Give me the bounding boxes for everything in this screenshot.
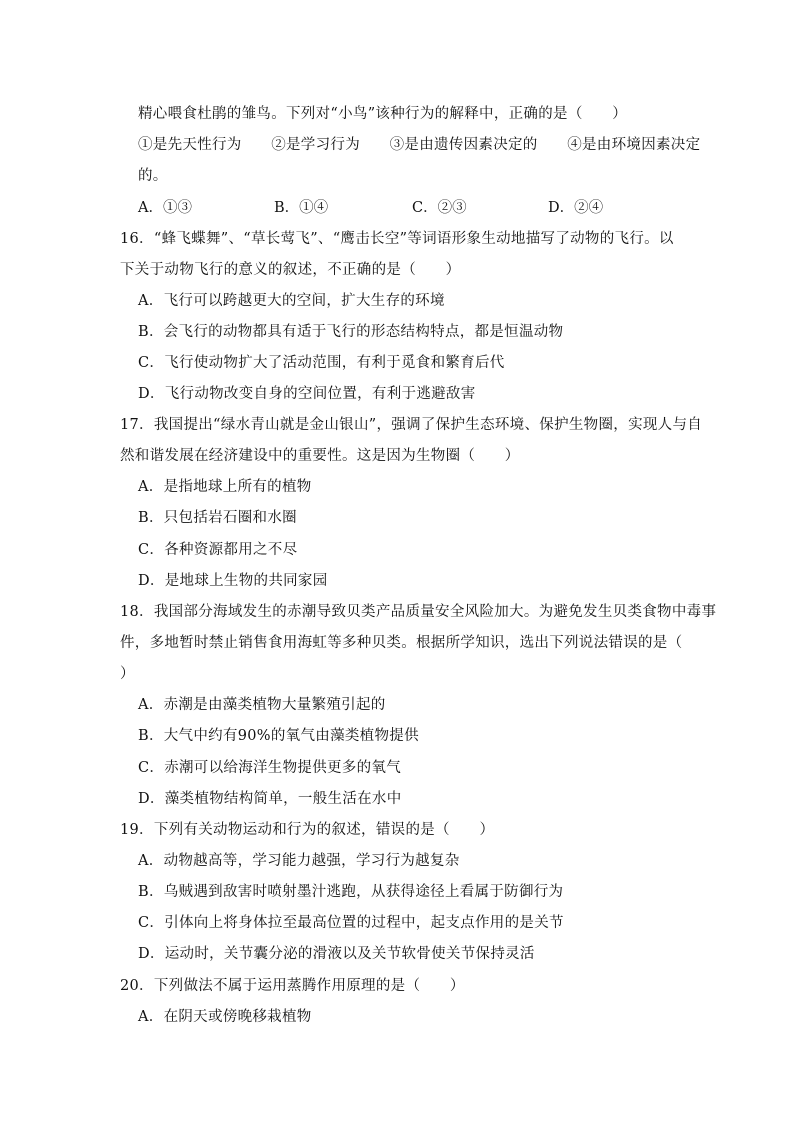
q19-stem-line-1: 19．下列有关动物运动和行为的叙述，错误的是（ ） xyxy=(120,822,495,838)
q20-option-a: A．在阴天或傍晚移栽植物 xyxy=(138,1009,312,1025)
q17-option-d: D．是地球上生物的共同家园 xyxy=(138,573,328,589)
q17-option-c: C．各种资源都用之不尽 xyxy=(138,542,298,558)
q18-stem-line-2: 件，多地暂时禁止销售食用海虹等多种贝类。根据所学知识，选出下列说法错误的是（ xyxy=(120,635,683,651)
q15-option-b: B．①④ xyxy=(274,200,329,216)
q19-option-d: D．运动时，关节囊分泌的滑液以及关节软骨使关节保持灵活 xyxy=(138,946,535,962)
q15-statements-line-1: ①是先天性行为 ②是学习行为 ③是由遗传因素决定的 ④是由环境因素决定 xyxy=(138,137,701,153)
q17-option-a: A．是指地球上所有的植物 xyxy=(138,479,312,495)
q15-statements-line-2: 的。 xyxy=(138,168,168,184)
q16-option-b: B．会飞行的动物都具有适于飞行的形态结构特点，都是恒温动物 xyxy=(138,324,564,340)
q16-option-c: C．飞行使动物扩大了活动范围，有利于觅食和繁育后代 xyxy=(138,355,505,371)
q18-option-c: C．赤潮可以给海洋生物提供更多的氧气 xyxy=(138,760,401,776)
q18-option-b: B．大气中约有90%的氧气由藻类植物提供 xyxy=(138,728,419,744)
q15-option-a: A．①③ xyxy=(138,200,192,216)
q19-option-c: C．引体向上将身体拉至最高位置的过程中，起支点作用的是关节 xyxy=(138,915,564,931)
q18-stem-line-3: ） xyxy=(120,666,135,682)
q16-option-d: D．飞行动物改变自身的空间位置，有利于逃避敌害 xyxy=(138,386,476,402)
q15-stem: 精心喂食杜鹃的雏鸟。下列对“小鸟”该种行为的解释中，正确的是（ ） xyxy=(138,106,628,122)
q15-option-c: C．②③ xyxy=(412,200,467,216)
q15-options xyxy=(138,198,698,218)
q18-stem-line-1: 18．我国部分海域发生的赤潮导致贝类产品质量安全风险加大。为避免发生贝类食物中毒事 xyxy=(120,604,717,620)
q16-option-a: A．飞行可以跨越更大的空间，扩大生存的环境 xyxy=(138,293,445,309)
q19-option-a: A．动物越高等，学习能力越强，学习行为越复杂 xyxy=(138,853,460,869)
q18-option-d: D．藻类植物结构简单，一般生活在水中 xyxy=(138,791,402,807)
q16-stem-line-1: 16．“蜂飞蝶舞”、“草长莺飞”、“鹰击长空”等词语形象生动地描写了动物的飞行。以 xyxy=(120,231,674,247)
q18-option-a: A．赤潮是由藻类植物大量繁殖引起的 xyxy=(138,697,386,713)
q17-stem-line-2: 然和谐发展在经济建设中的重要性。这是因为生物圈（ ） xyxy=(120,448,520,464)
q19-option-b: B．乌贼遇到敌害时喷射墨汁逃跑，从获得途径上看属于防御行为 xyxy=(138,884,564,900)
q20-stem-line-1: 20．下列做法不属于运用蒸腾作用原理的是（ ） xyxy=(120,978,465,994)
q17-stem-line-1: 17．我国提出“绿水青山就是金山银山”，强调了保护生态环境、保护生物圈，实现人与自 xyxy=(120,417,703,433)
q15-option-d: D．②④ xyxy=(548,200,604,216)
q16-stem-line-2: 下关于动物飞行的意义的叙述，不正确的是（ ） xyxy=(120,262,461,278)
q17-option-b: B．只包括岩石圈和水圈 xyxy=(138,510,297,526)
